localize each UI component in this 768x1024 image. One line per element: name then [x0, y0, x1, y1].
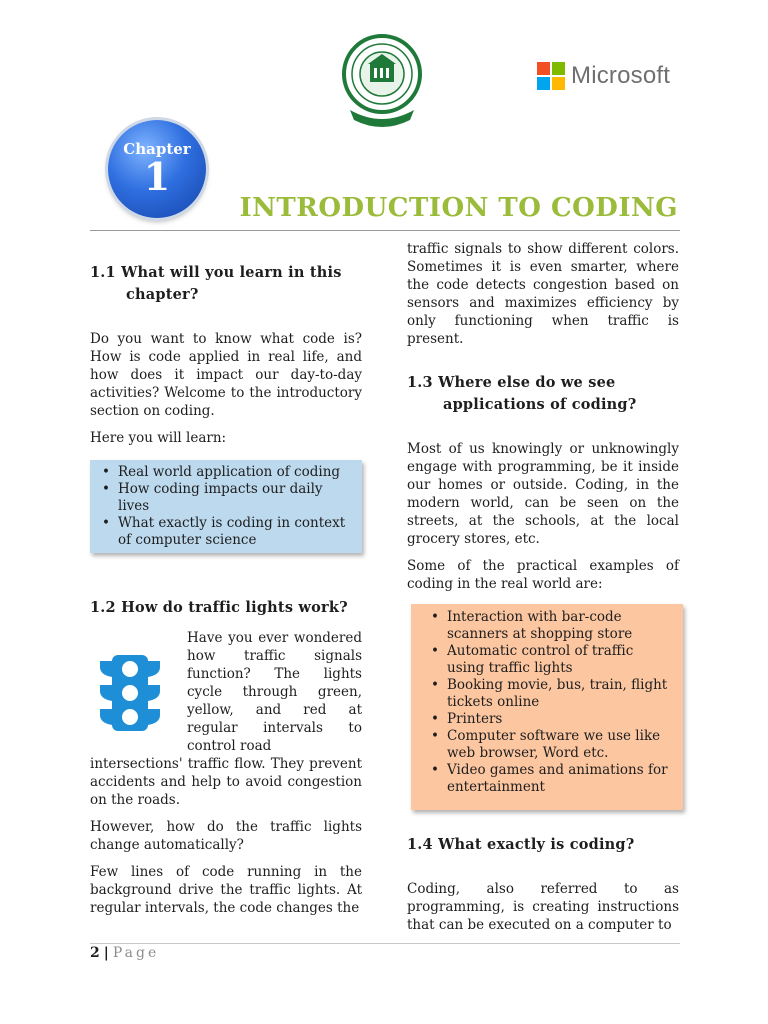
section-1-2-intro-continued: intersections' traffic flow. They prevent accidents and help to avoid congestion on the roads. [90, 756, 362, 808]
chapter-badge [108, 120, 206, 218]
chapter-number: 1 [143, 154, 171, 199]
section-1-3-examples-label: Some of the practical examples of coding in the real world are: [407, 558, 679, 592]
cbse-emblem-icon [340, 30, 424, 130]
right-column [407, 240, 679, 934]
coding-examples-box [411, 604, 683, 810]
section-1-1-learn-label: Here you will learn: [90, 430, 227, 446]
coding-example-item: • Automatic control of traffic using traffic lights [447, 643, 673, 677]
traffic-light-icon [98, 653, 162, 733]
coding-example-item: • Computer software we use like web browser, Word etc. [447, 728, 673, 762]
learning-goal-item: • Real world application of coding [118, 464, 352, 481]
section-1-1-intro: Do you want to know what code is? How is code applied in real life, and how does it impact our day-to-day activities? Welcome to the introductory section on coding. [90, 331, 362, 419]
page-number: 2 [90, 945, 100, 961]
coding-example-item: • Video games and animations for entertainment [447, 762, 673, 796]
coding-example-item: • Printers [447, 711, 673, 728]
coding-example-item: • Interaction with bar-code scanners at shopping store [447, 609, 673, 643]
section-1-3-heading: 1.3 Where else do we see applications of coding? [407, 374, 637, 413]
learning-goals-box [90, 460, 362, 553]
coding-example-item: • Booking movie, bus, train, flight tickets online [447, 677, 673, 711]
learning-goal-item: • How coding impacts our daily lives [118, 481, 352, 515]
footer-separator: | [103, 945, 109, 961]
section-1-2-explanation-continued: traffic signals to show different colors. Sometimes it is even smarter, where the code detects congestion based on sensors and maximizes efficiency by only functioning when traffic is present. [407, 241, 679, 347]
learning-goal-item: • What exactly is coding in context of computer science [118, 515, 352, 549]
chapter-label: Chapter [123, 140, 191, 158]
microsoft-wordmark: Microsoft [571, 62, 671, 89]
section-1-3-intro: Most of us knowingly or unknowingly engage with programming, be it inside our homes or outside. Coding, in the modern world, can be seen on the streets, at the schools, at the local grocery stores, etc. [407, 441, 679, 547]
section-1-1-heading: 1.1 What will you learn in this chapter? [90, 264, 342, 303]
section-1-4-intro: Coding, also referred to as programming, is creating instructions that can be executed on a computer to [407, 881, 679, 933]
section-1-2-explanation: Few lines of code running in the background drive the traffic lights. At regular intervals, the code changes the [90, 864, 362, 916]
chapter-title: INTRODUCTION TO CODING [239, 193, 678, 223]
section-1-2-intro: Have you ever wondered how traffic signals function? The lights cycle through green, yellow, and red at regular intervals to control road [187, 630, 362, 754]
section-1-2-heading: 1.2 How do traffic lights work? [90, 599, 348, 616]
section-1-2-question: However, how do the traffic lights change automatically? [90, 819, 362, 853]
left-column [90, 240, 362, 917]
page-footer [90, 945, 159, 961]
title-divider [90, 230, 680, 231]
section-1-4-heading: 1.4 What exactly is coding? [407, 836, 635, 853]
microsoft-logo-icon [537, 62, 670, 90]
traffic-lights-block [90, 629, 362, 809]
footer-divider [90, 943, 680, 944]
page-label: Page [112, 945, 160, 961]
